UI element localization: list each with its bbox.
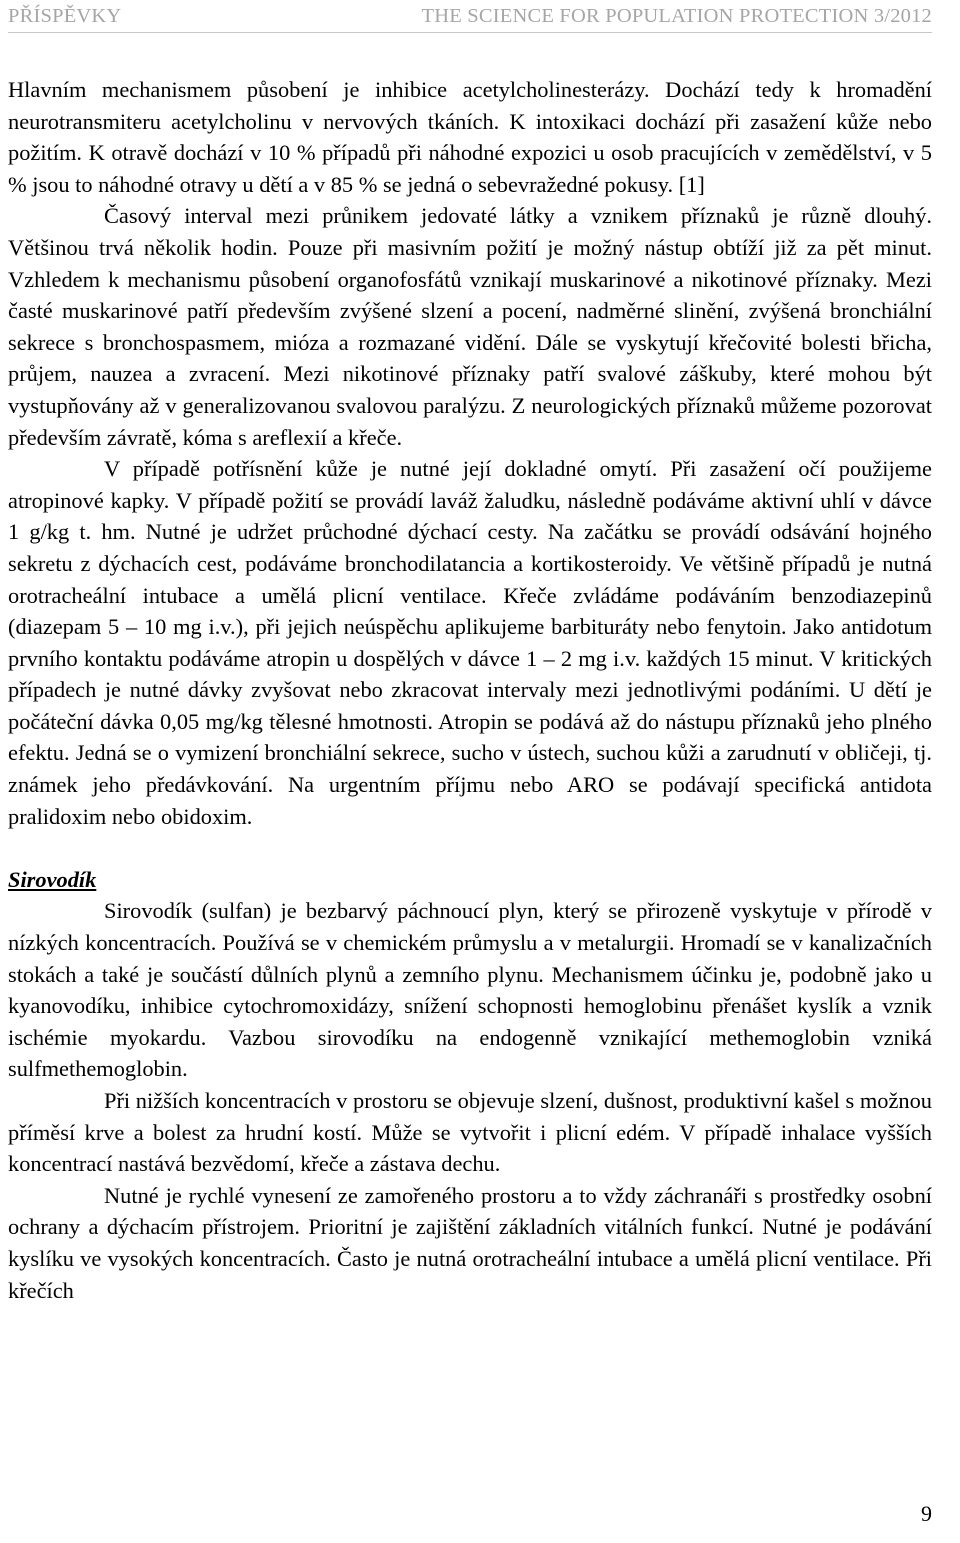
header-journal: THE SCIENCE FOR POPULATION PROTECTION 3/2012 xyxy=(421,4,932,27)
article-body xyxy=(8,74,932,1306)
running-header xyxy=(8,4,932,28)
paragraph-mechanism: Hlavním mechanismem působení je inhibice acetylcholinesterázy. Dochází tedy k hromadění neurotransmiteru acetylcholinu v nervových tkáních. K intoxikaci dochází při zasažení kůže nebo požitím. K otravě dochází v 10 % případů při náhodné expozici u osob pracujících v zemědělství, v 5 % jsou to náhodné otravy u dětí a v 85 % se jedná o sebevražedné pokusy. [1] xyxy=(8,77,932,197)
page-number: 9 xyxy=(921,1501,932,1526)
header-section: PŘÍSPĚVKY xyxy=(8,4,122,27)
paragraph-treatment: V případě potřísnění kůže je nutné její dokladné omytí. Při zasažení očí použijeme atropinové kapky. V případě požití se provádí laváž žaludku, následně podáváme aktivní uhlí v dávce 1 g/kg t. hm. Nutné je udržet průchodné dýchací cesty. Na začátku se provádí odsávání hojného sekretu z dýchacích cest, podáváme bronchodilatancia a kortikosteroidy. Ve většině případů je nutná orotracheální intubace a umělá plicní ventilace. Křeče zvládáme podáváním benzodiazepinů (diazepam 5 – 10 mg i.v.), při jejich neúspěchu aplikujeme barbituráty nebo fenytoin. Jako antidotum prvního kontaktu podáváme atropin u dospělých v dávce 1 – 2 mg i.v. každých 15 minut. V kritických případech je nutné dávky zvyšovat nebo zkracovat intervaly mezi jednotlivými podáními. U dětí je počáteční dávka 0,05 mg/kg tělesné hmotnosti. Atropin se podává až do nástupu příznaků jeho plného efektu. Jedná se o vymizení bronchiální sekrece, sucho v ústech, suchou kůži a zarudnutí v obličeji, tj. známek jeho předávkování. Na urgentním příjmu nebo ARO se podávají specifická antidota pralidoxim nebo obidoxim. xyxy=(8,456,932,829)
section-heading: Sirovodík xyxy=(8,866,97,892)
header-divider xyxy=(8,32,932,33)
paragraph-symptoms: Časový interval mezi průnikem jedovaté látky a vznikem příznaků je různě dlouhý. Většinou trvá několik hodin. Pouze při masivním požití je možný nástup obtíží již za pět minut. Vzhledem k mechanismu působení organofosfátů vznikají muskarinové a nikotinové příznaky. Mezi časté muskarinové patří především zvýšené slzení a pocení, nadměrné slinění, zvýšená bronchiální sekrece s bronchospasmem, mióza a rozmazané vidění. Dále se vyskytují křečovité bolesti břicha, průjem, nauzea a zvracení. Mezi nikotinové příznaky patří svalové záškuby, které mohou být vystupňovány až v generalizovanou svalovou paralýzu. Z neurologických příznaků můžeme pozorovat především závratě, kóma s areflexií a křeče. xyxy=(8,203,932,450)
paragraph-sulfan-intro: Sirovodík (sulfan) je bezbarvý páchnoucí plyn, který se přirozeně vyskytuje v přírodě v nízkých koncentracích. Používá se v chemickém průmyslu a v metalurgii. Hromadí se v kanalizačních stokách a také je součástí důlních plynů a zemního plynu. Mechanismem účinku je, podobně jako u kyanovodíku, inhibice cytochromoxidázy, snížení schopnosti hemoglobinu přenášet kyslík a vznik ischémie myokardu. Vazbou sirovodíku na endogenně vznikající methemoglobin vzniká sulfmethemoglobin. xyxy=(8,898,932,1082)
paragraph-sulfan-treatment: Nutné je rychlé vynesení ze zamořeného prostoru a to vždy záchranáři s prostředky osobní ochrany a dýchacím přístrojem. Prioritní je zajištění základních vitálních funkcí. Nutné je podávání kyslíku ve vysokých koncentracích. Často je nutná orotracheální intubace a umělá plicní ventilace. Při křečích xyxy=(8,1182,932,1303)
paragraph-sulfan-symptoms: Při nižších koncentracích v prostoru se objevuje slzení, dušnost, produktivní kašel s možnou příměsí krve a bolest za hrudní kostí. Může se vytvořit i plicní edém. V případě inhalace vyšších koncentrací nastává bezvědomí, křeče a zástava dechu. xyxy=(8,1088,932,1177)
